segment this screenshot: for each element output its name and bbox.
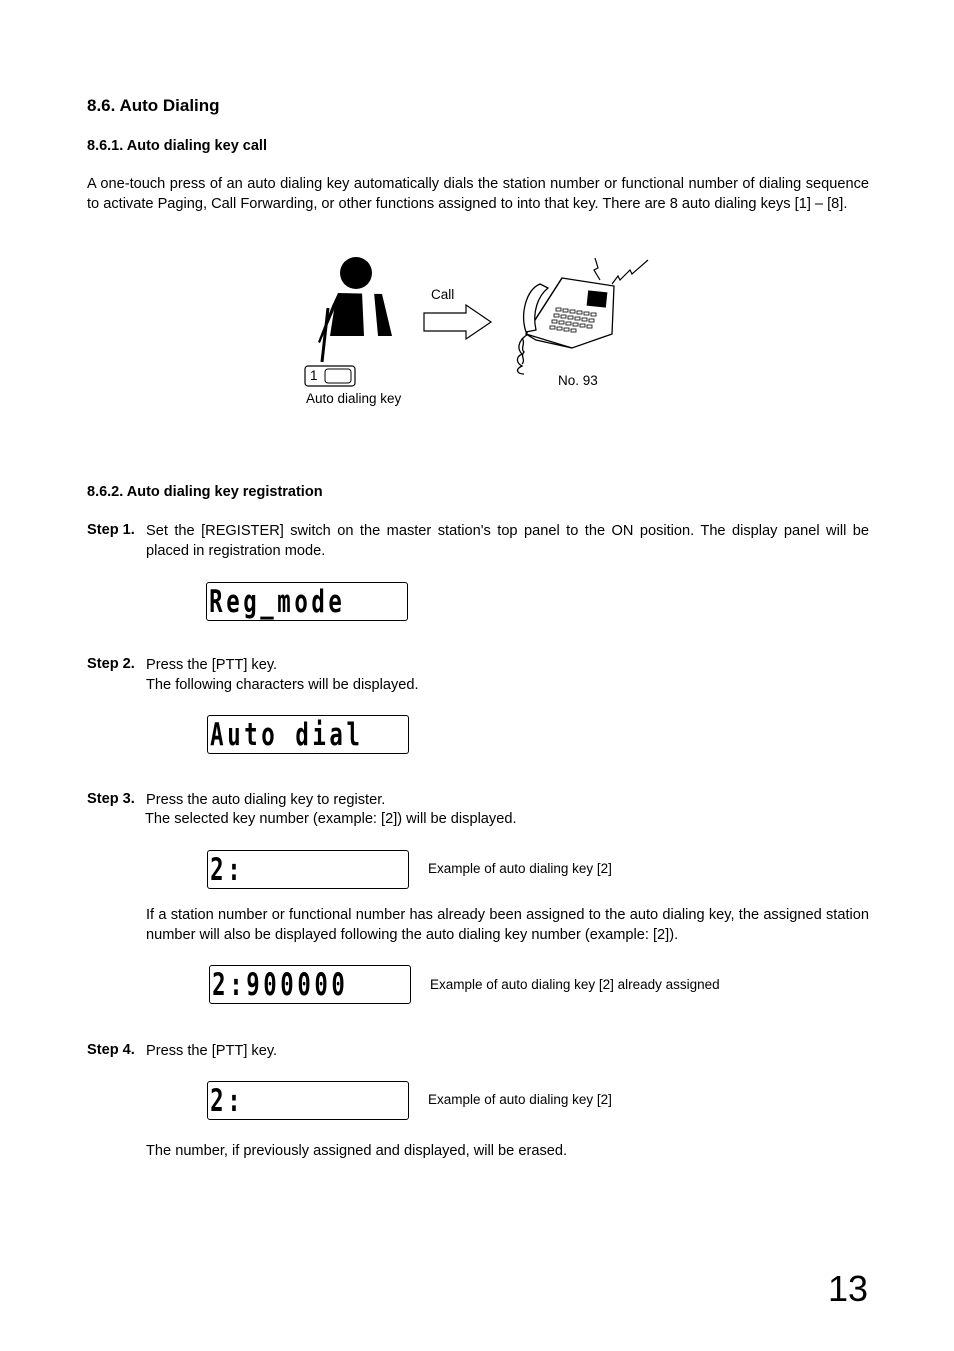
lcd-text: 2: <box>210 852 245 888</box>
page-number: 13 <box>827 1268 868 1309</box>
lcd-text: 2:900000 <box>212 967 349 1003</box>
lcd-text: Reg_mode <box>209 584 346 620</box>
lcd-display-key-2 <box>207 850 409 889</box>
step-4-text: Press the [PTT] key. <box>146 1043 278 1059</box>
step-3-label: Step 3. <box>87 791 135 807</box>
lcd-text: 2: <box>210 1083 245 1119</box>
key-call-paragraph: A one-touch press of an auto dialing key automatically dials the station number or functional number of dialing sequence to activate Paging, Call Forwarding, or other functions assigned to into that key. There are 8 auto dialing keys [1] – [8]. <box>87 176 869 212</box>
step-2-text: Press the [PTT] key. <box>146 657 278 673</box>
lcd-display-key-2-assigned <box>209 965 411 1004</box>
lcd-note-key-2-assigned: Example of auto dialing key [2] already assigned <box>430 977 720 992</box>
subsection-title-registration: 8.6.2. Auto dialing key registration <box>87 484 323 500</box>
station-number-caption: No. 93 <box>558 373 598 388</box>
step-3-text-2: The selected key number (example: [2]) will be displayed. <box>145 811 517 827</box>
lcd-note-key-2-erased: Example of auto dialing key [2] <box>428 1092 612 1107</box>
subsection-title-key-call: 8.6.1. Auto dialing key call <box>87 138 267 154</box>
step-1-label: Step 1. <box>87 522 135 538</box>
lcd-display-key-2-erased <box>207 1081 409 1120</box>
auto-dialing-key-caption: Auto dialing key <box>306 391 402 406</box>
step-2-text-2: The following characters will be displayed. <box>146 677 419 693</box>
step-2-label: Step 2. <box>87 656 135 672</box>
key-number-label: 1 <box>310 368 318 383</box>
person-icon <box>318 257 392 362</box>
telephone-icon <box>517 278 614 374</box>
auto-dial-figure <box>300 250 660 420</box>
lcd-display-auto-dial <box>207 715 409 754</box>
lcd-display-reg-mode <box>206 582 408 621</box>
ringing-icon <box>594 258 648 284</box>
lcd-note-key-2: Example of auto dialing key [2] <box>428 861 612 876</box>
lcd-text: Auto dial <box>210 717 364 753</box>
arrow-right-icon <box>424 305 491 339</box>
call-label: Call <box>431 287 455 302</box>
section-title: 8.6. Auto Dialing <box>87 96 220 115</box>
step-1-text: Set the [REGISTER] switch on the master station's top panel to the ON position. The display panel will be placed in registration mode. <box>146 523 869 559</box>
step-3-text-3: If a station number or functional number has already been assigned to the auto dialing key, the assigned station number will also be displayed following the auto dialing key number (example: [2]). <box>146 907 869 943</box>
step-4-text-2: The number, if previously assigned and displayed, will be erased. <box>146 1143 568 1159</box>
step-3-text: Press the auto dialing key to register. <box>146 792 386 808</box>
step-4-label: Step 4. <box>87 1042 135 1058</box>
